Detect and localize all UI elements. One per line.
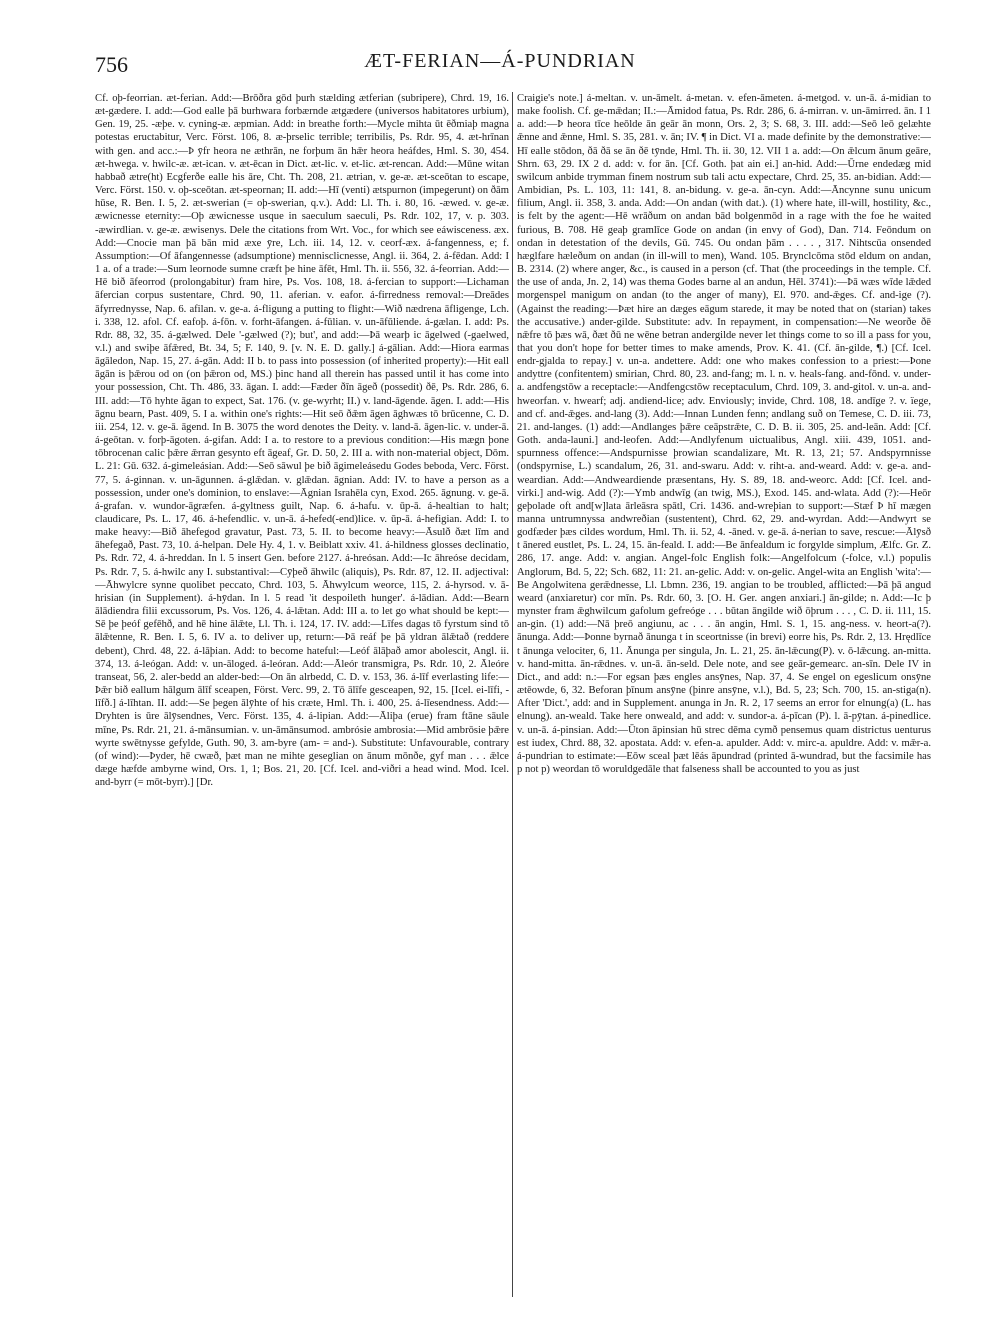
page-number: 756 — [95, 52, 128, 77]
column-left — [95, 92, 509, 1297]
column-right-text: Craigie's note.] á-meltan. v. un-āmelt. á-metan. v. efen-āmeten. á-metgod. v. un-ā. á-midian to make foolish. Cf. ge-mǣdan; II.:—Āmidod fatua, Ps. Rdr. 286, 6. á-mirran. v. un-āmirred. ān. I 1 a. add:—Þ heora tīce heōlde ān geār ān monn, Ors. 2, 3; S. 68, 3. III. add:—Seō leō gelæhte ǣnne and ǣnne, Hml. S. 35, 281. v. ān; IV. ¶ in Dict. VI a. made definite by the demonstrative:—Hī ealle stōdon, ðā ðā se ān ðē tȳnde, Hml. Th. ii. 30, 12. VII 1 a. add:—On ǣlcum ānum geāre, Shrn. 63, 29. IX 2 d. add: v. for ān. [Cf. Goth. þat ain ei.] an-hid. Add:—Ūrne endedæg mid swilcum anbide trymman finem nostrum sub tali actu expectare, Chrd. 25, 35. an-bidian. Add:—Ambidian, Ps. L. 103, 11: 141, 8. an-bidung. v. ge-a. ān-cyn. Add:—Āncynne sunu unicum filium, Angl. ii. 358, 3. anda. Add:—On andan (with dat.). (1) where hate, ill-will, hostility, &c., is felt by the agent:—Hē wrāðum on andan bād bolgenmōd in a rage with the foe he waited furious, B. 708. Hē geaþ gramlīce Gode on andan (in envy of God), Dan. 714. Feōndum on ondan in detestation of the devils, Gū. 745. Ou ondan þām . . . . , 317. Nihtscūa onsended hæglfare hæleðum on andan (in ill-will to men), Wand. 105. Brynclcōma stōd eldum on andan, B. 2314. (2) where anger, &c., is caused in a person (cf. That (the proceedings in the temple. Cf. the use of anda, Jn. 2, 14) was thema Godes barne al an andun, Hēl. 3741):—Þā wæs wīde lǣded morgenspel manigum on andan (to the anger of many), El. 970. and-ǣges. Cf. and-ige (?). (Against the reading:—Þæt hire an dæges eāgum starede, it may be noted that on (starian) takes the accusative.) ander-gilde. Substitute: adv. In repayment, in compensation:—Ne weorðe ðē nǣfre tō þæs wā, ðæt ðū ne wēne betran andergilde never let things come to so ill a pass for you, that you don't hope for better times to make amends, Prov. K. 41. (Cf. ān-gilde, ¶.) [Cf. Icel. endr-gjalda to repay.] v. un-a. andettere. Add: one who makes confession to a priest:—Þone andyttre (confitentem) smirian, Chrd. 80, 23. and-fang; m. l. n. v. heals-fang. and-fōnd. v. under-a. andfengstōw a receptacle:—Andfengcstōw receptaculum, Chrd. 109, 3. and-gitol. v. un-a. and-hweorfan. v. hwearf; adj. andiend-lice; adv. Enviously; invide, Chrd. 108, 18. andīge ?. v. ïege, and cf. and-ǣges. and-lang (3). Add:—Innan Lunden fenn; andlang suð on Temese, C. D. iii. 73, 21. and-langes. (1) add:—Andlanges þǣre ceāpstrǣte, C. D. B. ii. 305, 25. and-leān. Add: [Cf. Goth. anda-launi.] and-leofen. Add:—Andlyfenum uictualibus, Angl. xiii. 439, 1051. and-spurnness offence:—Andspurnisse þrowian scandalizare, Mt. R. 13, 21; 57. Andspyrnnisse (ondspyrnise, L.) scandalum, 26, 31. and-swaru. Add: v. riht-a. and-weard. Add: v. ge-a. and-weardian. Add:—Andweardiende præsentans, Hy. S. 89, 18. and-weorc. Add: [Cf. Icel. and-virki.] and-wig. Add (?):—Ymb andwīg (an twig, MS.), Exod. 145. and-wlata. Add (?):—Heōr geþolade oft and[w]lata ārleāsra spātl, Cri. 1436. and-wreþian to support:—Stæf Þ hī mægen manna untrumnyssa andwreðian (sustentent), Chrd. 62, 29. and-wyrdan. Add:—Andwyrt se godfæder þæs cildes wordum, Hml. Th. ii. 52, 4. -āned. v. ge-ā. á-nerian to save, rescue:—Ālȳsð t ānered eustlet, Ps. L. 24, 15. ān-feald. I. add:—Be ānfealdum ic forgylde simplum, Ælfc. Gr. Z. 286, 17. ange. Add: v. angian. Angel-folc English folk:—Angelfolcum (-folce, v.l.) populis Anglorum, Bd. 5, 22; Sch. 682, 11: 21. an-gelic. Add: v. on-gelic. Angel-wita an English 'wita':—Be Angolwitena gerǣdnesse, Ll. Lbmn. 236, 19. angian to be troubled, afflicted:—Þā þā angud weard (anxiaretur) cor mīn. Ps. Rdr. 60, 3. [O. H. Ger. angen anxiari.] ān-gilde; n. Add:—Ic þ mynster fram ǣghwilcum gafolum gefreóge . . . būtan āngilde wið ōþrum . . . , C. D. ii. 111, 15. an-gin. (1) add:—Nā þreō angiunu, ac . . . ān angin, Hml. S. 1, 15. ang-ness. v. heort-a(?). ānunga. Add:—Þonne byrnað ānunga t in sceortnisse (in brevi) eorre his, Ps. Rdr. 2, 13. Hrędlīce t ānunga velociter, 6, 11. Ānunga per singula, Jn. L. 21, 25. ān-lǣcung(P). v. ō-lǣcung. an-mitta. v. hand-mitta. ān-rǣdnes. v. un-ā. ān-seld. Dele note, and see geār-gemearc. an-sīn. Dele IV in Dict., and add: n.:—For egsan þæs engles ansȳnes, Nap. 37, 4. Se engel on egeslicum onsȳne ætēowde, 6, 32. Beforan þīnum ansȳne (þinre ansȳne, v.l.), Bd. 5, 23; Sch. 700, 15. an-stiga(n). After 'Dict.', add: and in Supplement. anunga in Jn. R. 2, 17 seems an error for elnung(a) (L. has elnung). an-weald. Take here onweald, and add: v. sundor-a. á-pīcan (P). l. ā-pȳtan. á-pinedlice. v. un-ā. á-pinsian. Add:—Ūton āpinsian hū strec dēma cymð pensemus quam districtus uenturus est iudex, Chrd. 88, 32. apostata. Add: v. efen-a. apulder. Add: v. mirc-a. apuldre. Add: v. mǣr-a. á-pundrian to estimate:—Eōw sceal þæt lēás āpundrad (printed ā-wundrad, but the facsimile has p not p) weordan tō woruldgedāle that falseness shall be accounted to you as just — [517, 93, 931, 775]
column-right — [517, 92, 931, 1297]
column-left-text: Cf. oþ-feorrian. æt-ferian. Add:—Brōðra gōd þurh stælding ætferian (subripere), Chrd. 19, 16. æt-gædere. I. add:—God ealle þā burhwara forbærnde ætgædere (universos habitatores urbium), Gen. 19, 25. -æþe. v. cyning-æ. æpmian. Add: in breathe forth:—Mycle mihta ūt ēðmiaþ magna potestas eructabitur, Verc. Först. 106, 8. æ-þrselic terrible; terribilis, Ps. Rdr. 95, 4. æt-hrīnan with gen. and acc.:—Þ ȳfr heora ne æthrān, ne forþum ān hǣr heora heáfdes, Hml. S. 30, 454. æt-hwega. v. hwilc-æ. æt-ican. v. æt-ēcan in Dict. æt-lic. v. et-lic. æt-rencan. Add:—Mūne witan habbað ætre(ht) Ecgferðe ealle his āre, Cht. Th. 208, 21. ætrian, v. ge-æ. æt-sceōtan to escape, Verc. Först. 150. v. oþ-sceōtan. æt-speornan; II. add:—Hī (venti) ætspurnon (impegerunt) on ðām hūse, R. Ben. I. 5, 2. æt-swerian (= oþ-swerian, q.v.). Add: Ll. Th. i. 80, 16. -æwed. v. ge-æ. æwicnesse eternity:—Oþ æwicnesse usque in saeculum saeculi, Ps. Rdr. 102, 17, v. p. 303. -æwirdlian. v. ge-æ. æwisenys. Dele the citations from Wrt. Voc., for which see eáwisceness. æx. Add:—Cnocie man þā bān mid æxe ȳre, Lch. iii. 14, 12. v. ceorf-æx. á-fangenness, e; f. Assumption:—Of āfangennesse (adsumptione) mennisclicnesse, Angl. ii. 364, 2. á-fēdan. Add: I 1 a. of a trade:—Sum leornode sumne cræft þe hine āfēt, Hml. Th. ii. 556, 32. á-feorrian. Add:—Hē bið āfeorrod (prolongabitur) fram hire, Ps. Vos. 108, 18. á-fercian to support:—Lichaman āfercian corpus sustentare, Chrd. 90, 11. aferian. v. eafor. á-firredness removal:—Dreādes āfyrrednysse, Nap. 6. afilan. v. ge-a. á-fligung a putting to flight:—Wið nædrena āfligenge, Lch. i. 338, 12. afol. Cf. eafoþ. á-fōn. v. forht-āfangen. á-fūlian. v. un-āfūliende. á-gælan. I. add: Ps. Rdr. 88, 32, 35. á-gælwed. Dele '-gælwed (?); but', and add:—Þā wearþ ic āgelwed (-gaelwed, v.l.) and swiþe āfǣred, Bt. 34, 5; F. 140, 9. [v. N. E. D. gally.] á-gālian. Add:—Hiora earmas āgāledon, Nap. 15, 27. á-gān. Add: II b. to pass into possession (of inherited property):—Hit eall āgān is þǣrou od on (on þǣron od, MS.) þinc hand all therein has passed until it has come into your possession, Cht. Th. 486, 33. āgan. I. add:—Fæder ðīn āgeð (possedit) ðē, Ps. Rdr. 286, 6. III. add:—Tō hyhte āgan to expect, Sat. 176. (v. ge-wyrht; II.) v. land-āgende. āgen. I. add:—His āgnu bearn, Past. 409, 5. I a. within one's rights:—Hit seō ðǣm āgen āghwæs tō brūcenne, C. D. iii. 254, 12. v. ge-ā. āgend. In B. 3075 the word denotes the Deity. v. land-ā. āgen-lic. v. under-ā. á-geōtan. v. forþ-āgoten. á-gifan. Add: I a. to restore to a previous condition:—His mægn þone tōbrocenan calic þǣre ǣrran gesynto eft āgeaf, Gr. D. 50, 2. III a. with non-material object, Dōm. L. 21: Gū. 632. á-gimeleásian. Add:—Seō sāwul þe bið āgimeleásedu Godes beboda, Verc. Först. 77, 5. á-ginnan. v. un-āgunnen. á-glǣdan. v. glǣdan. āgnian. Add: IV. to have a person as a possession, under one's dominion, to enslave:—Āgnian Israhēla cyn, Exod. 265. āgnung. v. ge-ā. á-grafan. v. wundor-āgræfen. á-gyltness guilt, Nap. 6. á-hafu. v. ūp-ā. á-healtian to halt; claudicare, Ps. L. 17, 46. á-hefendlic. v. un-ā. á-hefed(-end)lice. v. ūp-ā. á-hefigian. Add: I. to make heavy:—Bið āhefegod gravatur, Past. 73, 5. II. to become heavy:—Āsulð ðæt līm and āhefegað, Past. 73, 10. á-helpan. Dele Hy. 4, 1. v. Beiblatt xxiv. 41. á-hildness glosses declinatio, Ps. Rdr. 72, 4. á-hreddan. In l. 5 insert Gen. before 2127. á-hreósan. Add:—Ic āhreóse decidam, Ps. Rdr. 7, 5. á-hwilc any I. substantival:—Cȳþeð āhwilc (aliquis), Ps. Rdr. 87, 12. II. adjectival:—Āhwylcre synne quolibet peccato, Chrd. 103, 5. Āhwylcum weorce, 115, 2. á-hyrsod. v. ā-hrisian (in Supplement). á-hȳdan. In l. 5 read 'it despoileth hunger'. á-lādian. Add:—Bearn ālādiendra filii excussorum, Ps. Vos. 126, 4. á-lǣtan. Add: III a. to let go what should be kept:—Sē þe þeóf gefēhð, and hē hine ālǣte, Ll. Th. i. 124, 17. IV. add:—Līfes dagas tō fyrstum sind tō ālǣtenne, R. Ben. I. 5, 6. IV a. to deliver up, return:—Þā reáf þe þā yldran ālǣtað (reddere debent), Chrd. 48, 22. á-lāþian. Add: to become hateful:—Leóf ālāþað amor abolescit, Angl. ii. 374, 13. á-leógan. Add: v. un-āloged. á-leóran. Add:—Āleór transmigra, Ps. Rdr. 10, 2. Āleóre transeat, 56, 2. aler-bedd an alder-bed:—On ān alrbedd, C. D. v. 153, 36. á-līf everlasting life:—Þǣr bið eallum hālgum ālīf sceapen, Först. Verc. 99, 2. Tō ālīfe gesceapen, 92, 15. [Icel. ei-līfi, -līfð.] á-līhtan. II. add:—Se þegen ālȳhte of his cræte, Hml. Th. i. 400, 25. á-līesendness. Add:—Dryhten is ūre ālȳsendnes, Verc. Först. 135, 4. á-lipian. Add:—Āliþa (erue) fram ftāne sāule mīne, Ps. Rdr. 21, 21. á-mānsumian. v. un-āmānsumod. ambrósie ambrosia:—Mid ambrōsie þǣre wyrte swētnysse gefylde, Guth. 90, 3. am-byre (am- = and-). Substitute: Unfavourable, contrary (of wind):—Þyder, hē cwæð, þæt man ne mihte geseglian on ānum mōnðe, gyf man . . . ǣlce dæge hæfde ambyrne wind, Ors. 1, 1; Bos. 21, 20. [Cf. Icel. and-viðri a head wind. Mod. Icel. and-byrr (= mōt-byrr).] [Dr. — [95, 93, 509, 789]
running-head: ÆT-FERIAN—Á-PUNDRIAN — [364, 50, 636, 72]
column-divider — [512, 92, 513, 1297]
